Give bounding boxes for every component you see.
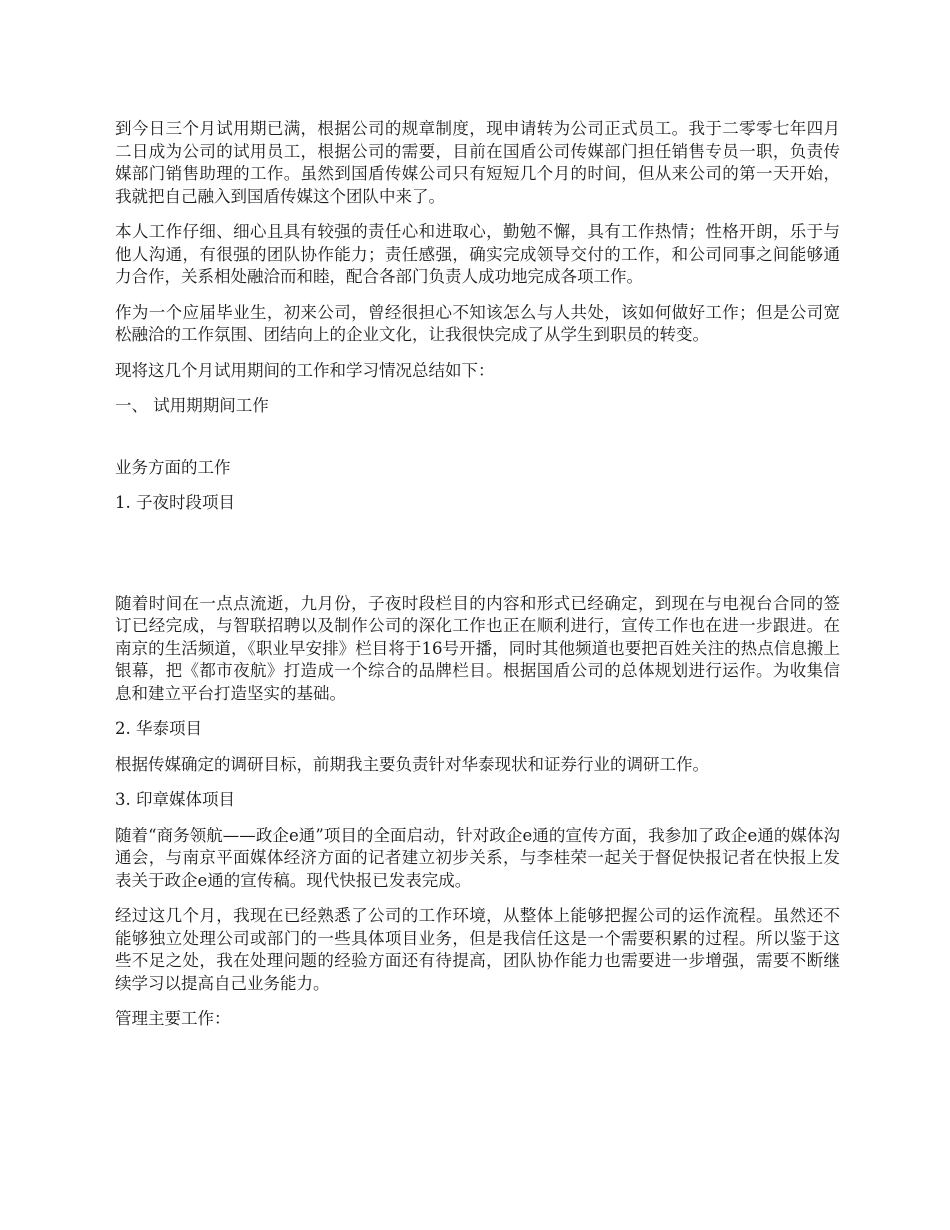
blank-spacer bbox=[115, 431, 840, 457]
paragraph-adaptation: 作为一个应届毕业生，初来公司，曾经很担心不知该怎么与人共处，该如何做好工作；但是公司宽松融洽的工作氛围、团结向上的企业文化，让我很快完成了从学生到职员的转变。 bbox=[115, 302, 840, 344]
subheading-business-work: 业务方面的工作 bbox=[115, 457, 231, 477]
section-heading-probation-work: 一、 试用期期间工作 bbox=[115, 396, 269, 415]
item-heading-midnight-project: 1. 子夜时段项目 bbox=[115, 493, 235, 512]
paragraph-intro: 到今日三个月试用期已满，根据公司的规章制度，现申请转为公司正式员工。我于二零零七年四月二日成为公司的试用员工，根据公司的需要，目前在国盾公司传媒部门担任销售专员一职，负责传媒部门销售助理的工作。虽然到国盾传媒公司只有短短几个月的时间，但从来公司的第一天开始，我就把自己融入到国盾传媒这个团队中来了。 bbox=[115, 119, 840, 206]
paragraph-huatai-project: 根据传媒确定的调研目标，前期我主要负责针对华泰现状和证券行业的调研工作。 bbox=[115, 754, 709, 774]
subheading-management-work: 管理主要工作： bbox=[115, 1009, 231, 1028]
paragraph-summary-lead: 现将这几个月试用期间的工作和学习情况总结如下： bbox=[115, 360, 495, 380]
item-heading-seal-media-project: 3. 印章媒体项目 bbox=[115, 790, 235, 809]
paragraph-midnight-project: 随着时间在一点点流逝，九月份，子夜时段栏目的内容和形式已经确定，到现在与电视台合同的签订已经完成，与智联招聘以及制作公司的深化工作也正在顺利进行，宣传工作也在进一步跟进。在南京的生活频道，《职业早安排》栏目将于16号开播，同时其他频道也要把百姓关注的热点信息搬上银幕，把《都市夜航》打造成一个综合的品牌栏目。根据国盾公司的总体规划进行运作。为收集信息和建立平台打造坚实的基础。 bbox=[115, 593, 840, 703]
paragraph-seal-media-project: 随着“商务领航——政企e通”项目的全面启动，针对政企e通的宣传方面，我参加了政企e通的媒体沟通会，与南京平面媒体经济方面的记者建立初步关系，与李桂荣一起关于督促快报记者在快报上发表关于政企e通的宣传稿。现代快报已发表完成。 bbox=[115, 825, 840, 890]
blank-spacer bbox=[115, 528, 840, 593]
paragraph-reflection: 经过这几个月，我现在已经熟悉了公司的工作环境，从整体上能够把握公司的运作流程。虽然还不能够独立处理公司或部门的一些具体项目业务，但是我信任这是一个需要积累的过程。所以鉴于这些不足之处，我在处理问题的经验方面还有待提高，团队协作能力也需要进一步增强，需要不断继续学习以提高自己业务能力。 bbox=[115, 906, 840, 993]
item-heading-huatai-project: 2. 华泰项目 bbox=[115, 719, 202, 738]
paragraph-self-evaluation: 本人工作仔细、细心且具有较强的责任心和进取心，勤勉不懈，具有工作热情；性格开朗，乐于与他人沟通，有很强的团队协作能力；责任感强，确实完成领导交付的工作，和公司同事之间能够通力合作，关系相处融洽而和睦，配合各部门负责人成功地完成各项工作。 bbox=[115, 222, 840, 286]
document-body bbox=[115, 118, 840, 1044]
